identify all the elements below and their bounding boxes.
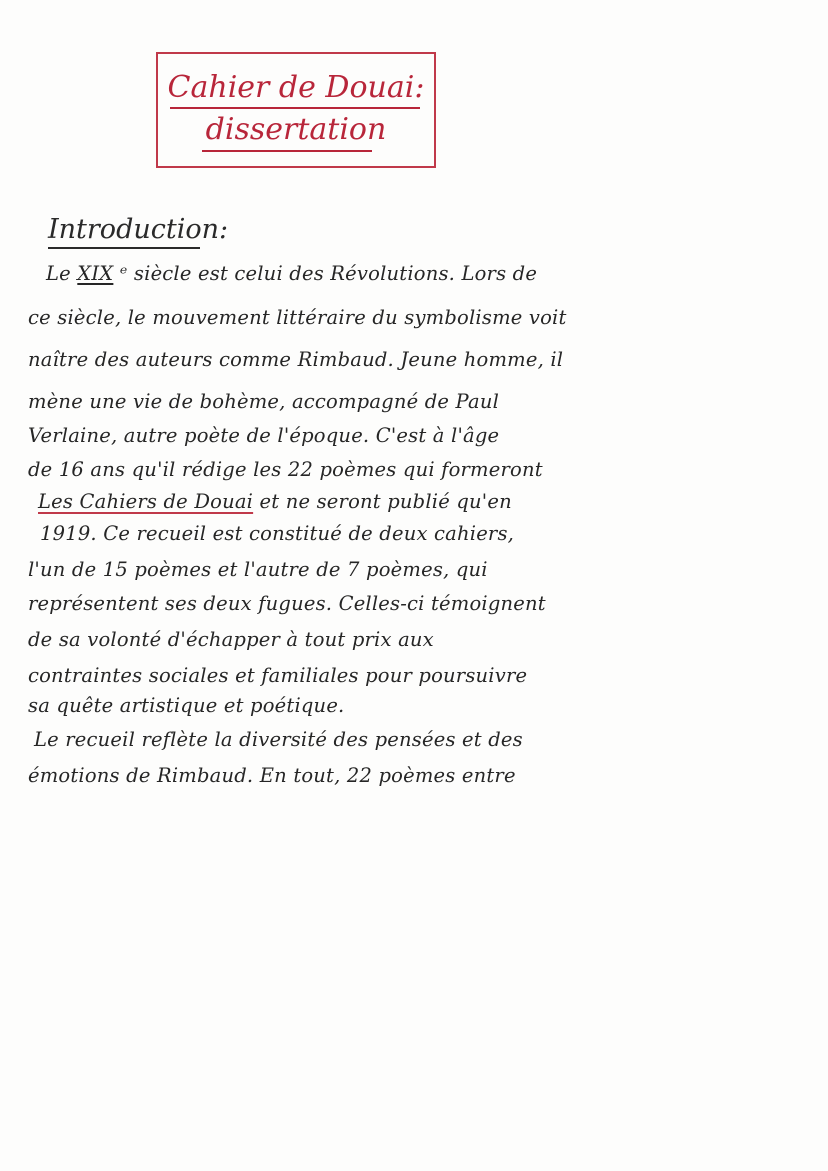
heading-underline bbox=[48, 247, 200, 249]
section-heading: Introduction: bbox=[48, 214, 229, 245]
text-line-4: mène une vie de bohème, accompagné de Paul bbox=[28, 390, 500, 413]
text-line-1-start: Le bbox=[46, 262, 78, 285]
text-line-15: émotions de Rimbaud. En tout, 22 poèmes entre bbox=[28, 764, 516, 787]
title-line-2: dissertation bbox=[205, 112, 387, 147]
text-line-7-end: et ne seront publié qu'en bbox=[253, 490, 512, 513]
text-line-7 bbox=[38, 490, 512, 513]
text-line-12: contraintes sociales et familiales pour poursuivre bbox=[28, 664, 528, 687]
text-line-13: sa quête artistique et poétique. bbox=[28, 694, 345, 717]
text-line-3: naître des auteurs comme Rimbaud. Jeune homme, il bbox=[28, 348, 564, 371]
text-line-6: de 16 ans qu'il rédige les 22 poèmes qui formeront bbox=[28, 458, 543, 481]
text-line-9: l'un de 15 poèmes et l'autre de 7 poèmes, qui bbox=[28, 558, 488, 581]
text-line-5: Verlaine, autre poète de l'époque. C'est à l'âge bbox=[28, 424, 500, 447]
title-box bbox=[156, 52, 436, 168]
text-line-10: représentent ses deux fugues. Celles-ci témoignent bbox=[28, 592, 546, 615]
text-line-11: de sa volonté d'échapper à tout prix aux bbox=[28, 628, 434, 651]
title-underline-1 bbox=[170, 107, 420, 109]
text-line-1 bbox=[46, 262, 537, 285]
book-title: Les Cahiers de Douai bbox=[38, 490, 254, 513]
title-line-1: Cahier de Douai: bbox=[167, 70, 425, 105]
text-line-2: ce siècle, le mouvement littéraire du symbolisme voit bbox=[28, 306, 567, 329]
text-line-14: Le recueil reflète la diversité des pensées et des bbox=[34, 728, 523, 751]
century-numeral: XIX bbox=[77, 262, 114, 285]
text-line-8: 1919. Ce recueil est constitué de deux cahiers, bbox=[40, 522, 515, 545]
title-underline-2 bbox=[202, 150, 372, 152]
text-line-1-end: ᵉ siècle est celui des Révolutions. Lors de bbox=[113, 262, 538, 285]
